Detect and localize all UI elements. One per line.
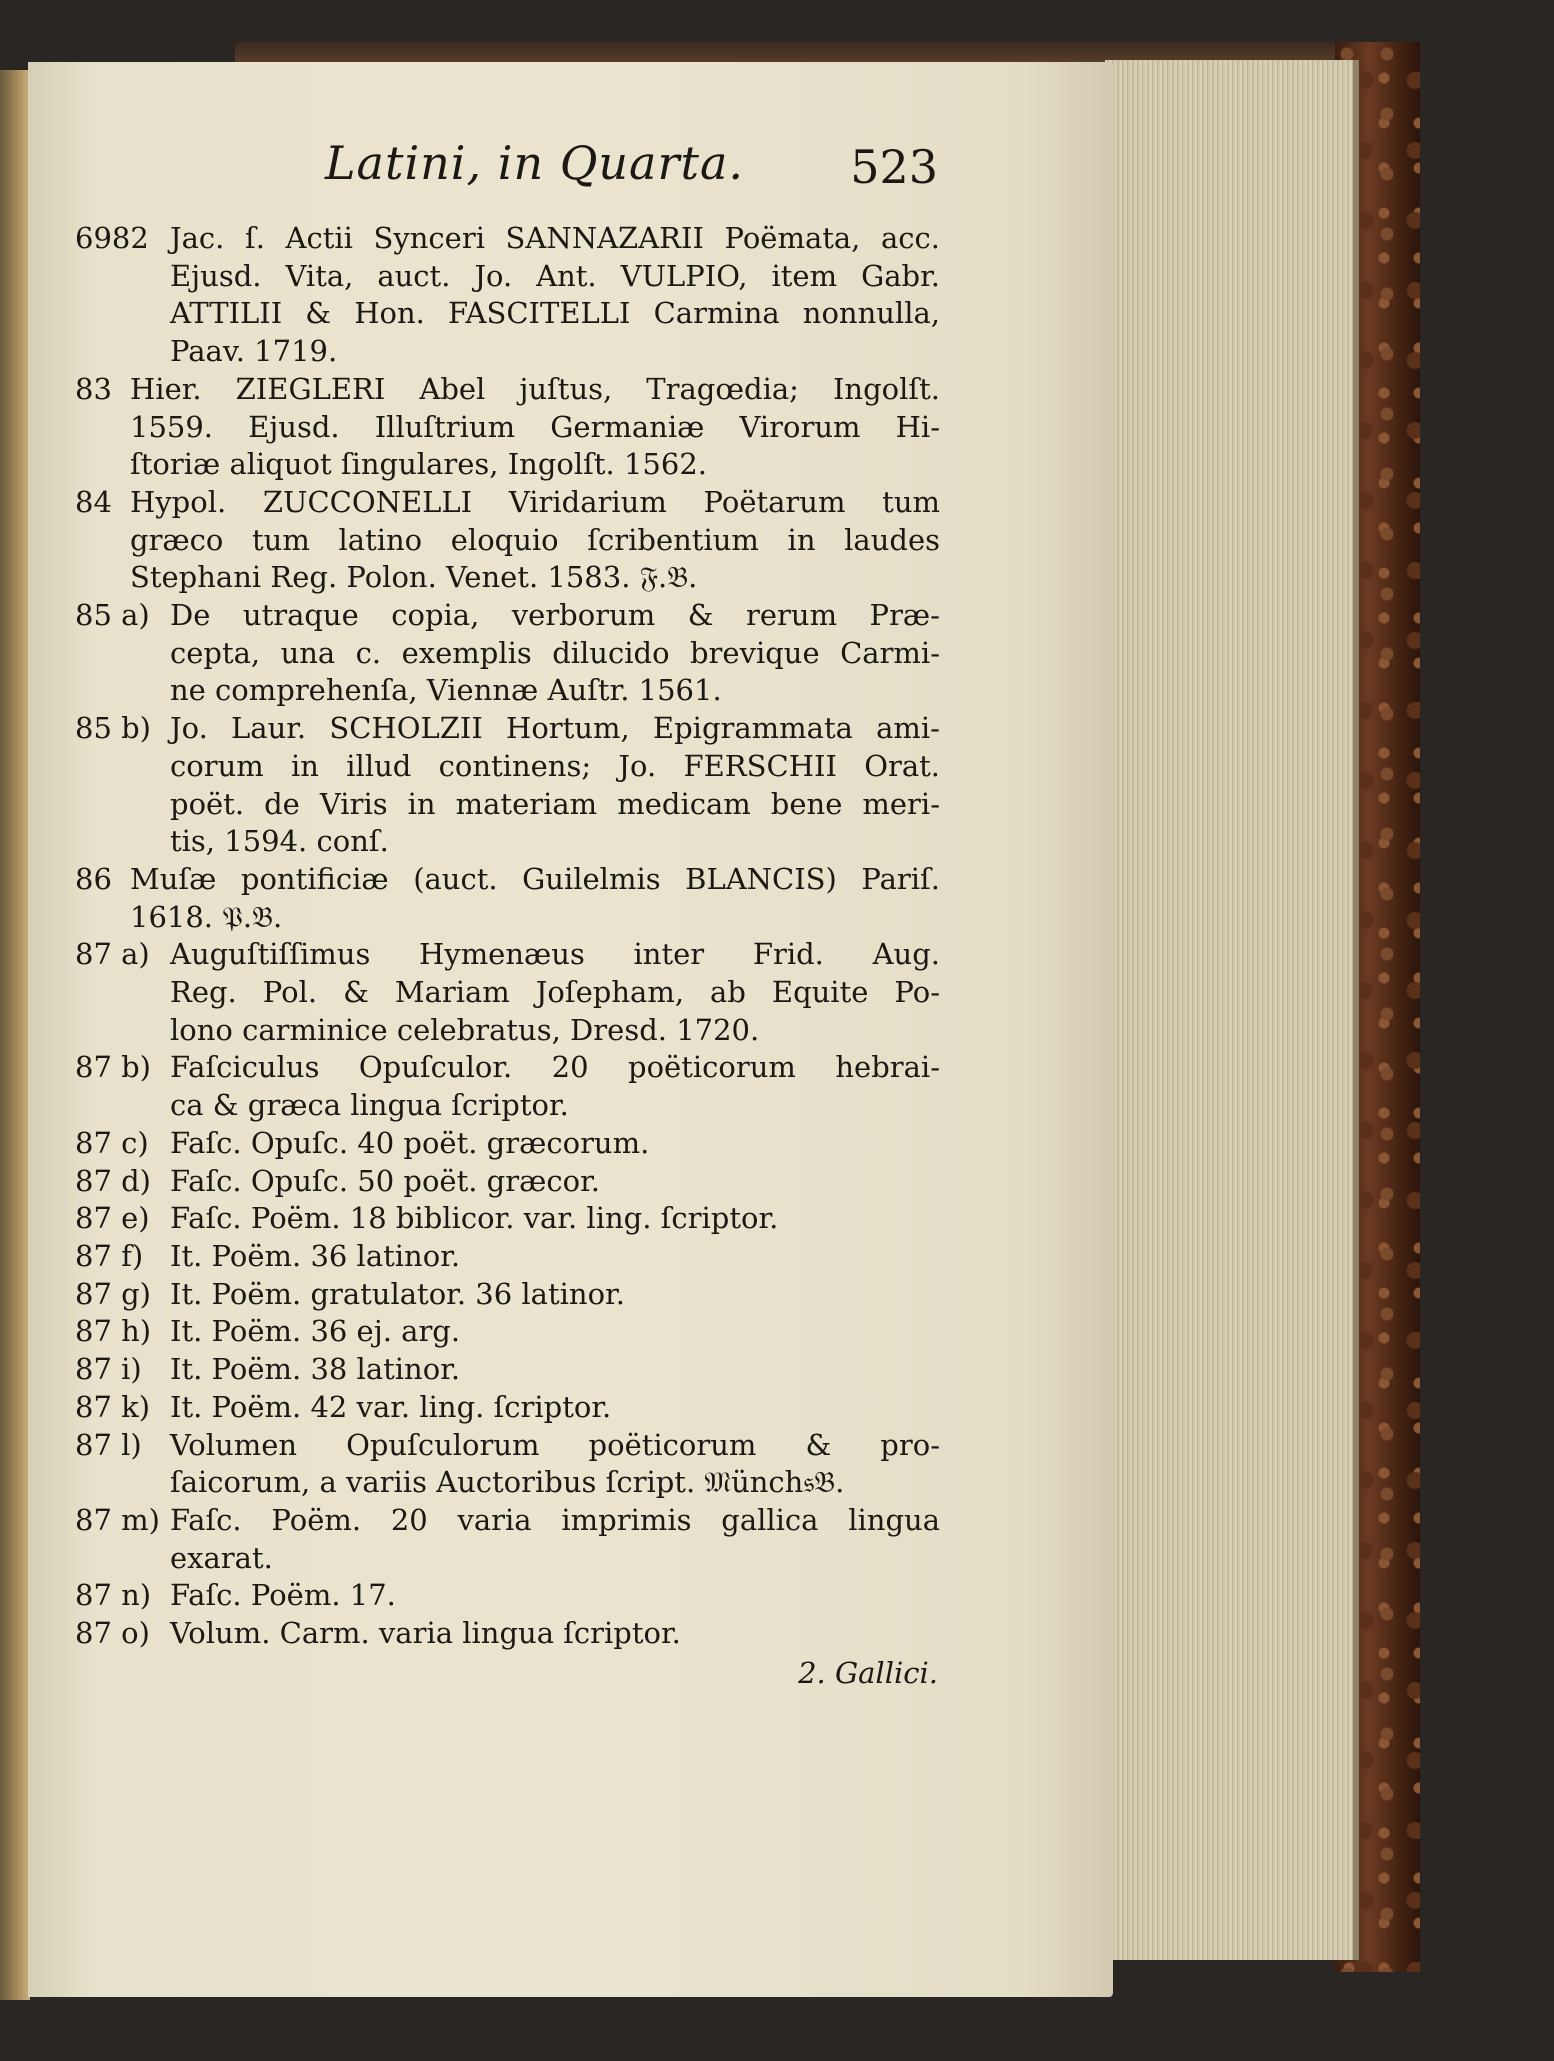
entry-number: 87 l): [75, 1427, 142, 1462]
catalog-entries: [75, 220, 940, 1653]
entry-line: Ejusd. Vita, auct. Jo. Ant. VULPIO, item Gabr.: [170, 258, 940, 293]
catalog-entry: [75, 1276, 940, 1314]
entry-line: ſtoriæ aliquot ſingulares, Ingolſt. 1562.: [130, 447, 707, 482]
entry-line: Hypol. ZUCCONELLI Viridarium Poëtarum tum: [130, 484, 940, 519]
catalog-entry: [75, 1427, 940, 1502]
entry-line: Reg. Pol. & Mariam Joſepham, ab Equite Po-: [170, 975, 940, 1010]
entry-line: Faſciculus Opuſculor. 20 poëticorum hebrai-: [170, 1050, 940, 1085]
entry-number: 87 b): [75, 1050, 151, 1085]
catalog-entry: [75, 1577, 940, 1615]
entry-line: Volum. Carm. varia lingua ſcriptor.: [170, 1616, 681, 1651]
catalog-entry: [75, 710, 940, 861]
facing-page-edge: [0, 70, 30, 2000]
entry-line: It. Poëm. 36 latinor.: [170, 1238, 461, 1273]
entry-line: Faſc. Poëm. 20 varia imprimis gallica lingua: [170, 1502, 940, 1537]
page-edges: [1105, 60, 1359, 1960]
entry-number: 87 e): [75, 1201, 150, 1236]
entry-line: cepta, una c. exemplis dilucido brevique Carmi-: [170, 635, 940, 670]
catalog-entry: [75, 1200, 940, 1238]
entry-line: Faſc. Poëm. 17.: [170, 1578, 396, 1613]
catalog-entry: [75, 1389, 940, 1427]
entry-line: Faſc. Opuſc. 40 poët. græcorum.: [170, 1125, 650, 1160]
entry-line: Hier. ZIEGLERI Abel juſtus, Tragœdia; Ingolſt.: [130, 371, 940, 406]
entry-line: Jac. ſ. Actii Synceri SANNAZARII Poëmata, acc.: [170, 221, 940, 255]
entry-line: Faſc. Poëm. 18 biblicor. var. ling. ſcriptor.: [170, 1201, 779, 1236]
entry-line: Stephani Reg. Polon. Venet. 1583. 𝔉.𝔅.: [130, 560, 698, 595]
catalog-entry: [75, 861, 940, 936]
catalog-entry: [75, 484, 940, 597]
entry-line: poët. de Viris in materiam medicam bene meri-: [170, 786, 940, 821]
entry-number: 6982: [75, 221, 149, 255]
catalog-entry: [75, 1313, 940, 1351]
catalog-entry: [75, 597, 940, 710]
entry-line: ne comprehenſa, Viennæ Auſtr. 1561.: [170, 673, 722, 708]
entry-number: 86: [75, 861, 112, 896]
running-head: [100, 136, 940, 220]
entry-number: 87 f): [75, 1238, 144, 1273]
catalog-entry: [75, 1238, 940, 1276]
catchword: 2. Gallici.: [798, 1655, 938, 1690]
entry-line: De utraque copia, verborum & rerum Præ-: [170, 598, 940, 633]
entry-line: 1618. 𝔓.𝔅.: [130, 899, 283, 934]
entry-line: It. Poëm. 36 ej. arg.: [170, 1314, 461, 1349]
catalog-entry: [75, 1615, 940, 1653]
catalog-entry: [75, 1351, 940, 1389]
running-head-title: Latini, in Quarta.: [325, 136, 744, 190]
catalog-entry: [75, 220, 940, 371]
entry-line: lono carminice celebratus, Dresd. 1720.: [170, 1012, 760, 1047]
entry-number: 87 c): [75, 1125, 149, 1160]
entry-line: ATTILII & Hon. FASCITELLI Carmina nonnulla,: [170, 296, 940, 331]
catalog-entry: [75, 1125, 940, 1163]
entry-number: 87 i): [75, 1352, 142, 1387]
catalog-entry: [75, 1049, 940, 1124]
entry-line: Auguſtiſſimus Hymenæus inter Frid. Aug.: [170, 937, 940, 972]
entry-number: 85 b): [75, 711, 151, 746]
entry-number: 87 n): [75, 1578, 152, 1613]
entry-line: It. Poëm. 42 var. ling. ſcriptor.: [170, 1389, 612, 1424]
entry-line: Jo. Laur. SCHOLZII Hortum, Epigrammata ami-: [170, 711, 940, 746]
entry-number: 85 a): [75, 598, 150, 633]
entry-line: Muſæ pontificiæ (auct. Guilelmis BLANCIS) Pariſ.: [130, 861, 940, 896]
entry-line: græco tum latino eloquio ſcribentium in laudes: [130, 522, 940, 557]
entry-number: 87 g): [75, 1276, 151, 1311]
entry-number: 83: [75, 371, 112, 406]
page-number: 523: [850, 140, 938, 194]
entry-line: Faſc. Opuſc. 50 poët. græcor.: [170, 1163, 600, 1198]
page-text: [75, 136, 940, 1692]
entry-line: Volumen Opuſculorum poëticorum & pro-: [170, 1427, 940, 1462]
catalog-entry: [75, 1163, 940, 1201]
entry-line: It. Poëm. 38 latinor.: [170, 1352, 461, 1387]
entry-line: 1559. Ejusd. Illuſtrium Germaniæ Virorum Hi-: [130, 409, 940, 444]
entry-number: 87 a): [75, 937, 150, 972]
catalog-entry: [75, 371, 940, 484]
entry-number: 87 o): [75, 1616, 150, 1651]
entry-line: ſaicorum, a variis Auctoribus ſcript. 𝔐ünch𝔰𝔅.: [170, 1465, 845, 1500]
entry-line: corum in illud continens; Jo. FERSCHII Orat.: [170, 748, 940, 783]
entry-number: 87 m): [75, 1502, 160, 1537]
entry-number: 84: [75, 484, 112, 519]
entry-line: It. Poëm. gratulator. 36 latinor.: [170, 1276, 625, 1311]
entry-number: 87 k): [75, 1389, 151, 1424]
entry-number: 87 d): [75, 1163, 151, 1198]
catalog-entry: [75, 936, 940, 1049]
entry-number: 87 h): [75, 1314, 152, 1349]
entry-line: exarat.: [170, 1540, 273, 1575]
entry-line: tis, 1594. conſ.: [170, 824, 389, 859]
entry-line: ca & græca lingua ſcriptor.: [170, 1088, 569, 1123]
catalog-entry: [75, 1502, 940, 1577]
entry-line: Paav. 1719.: [170, 334, 338, 369]
